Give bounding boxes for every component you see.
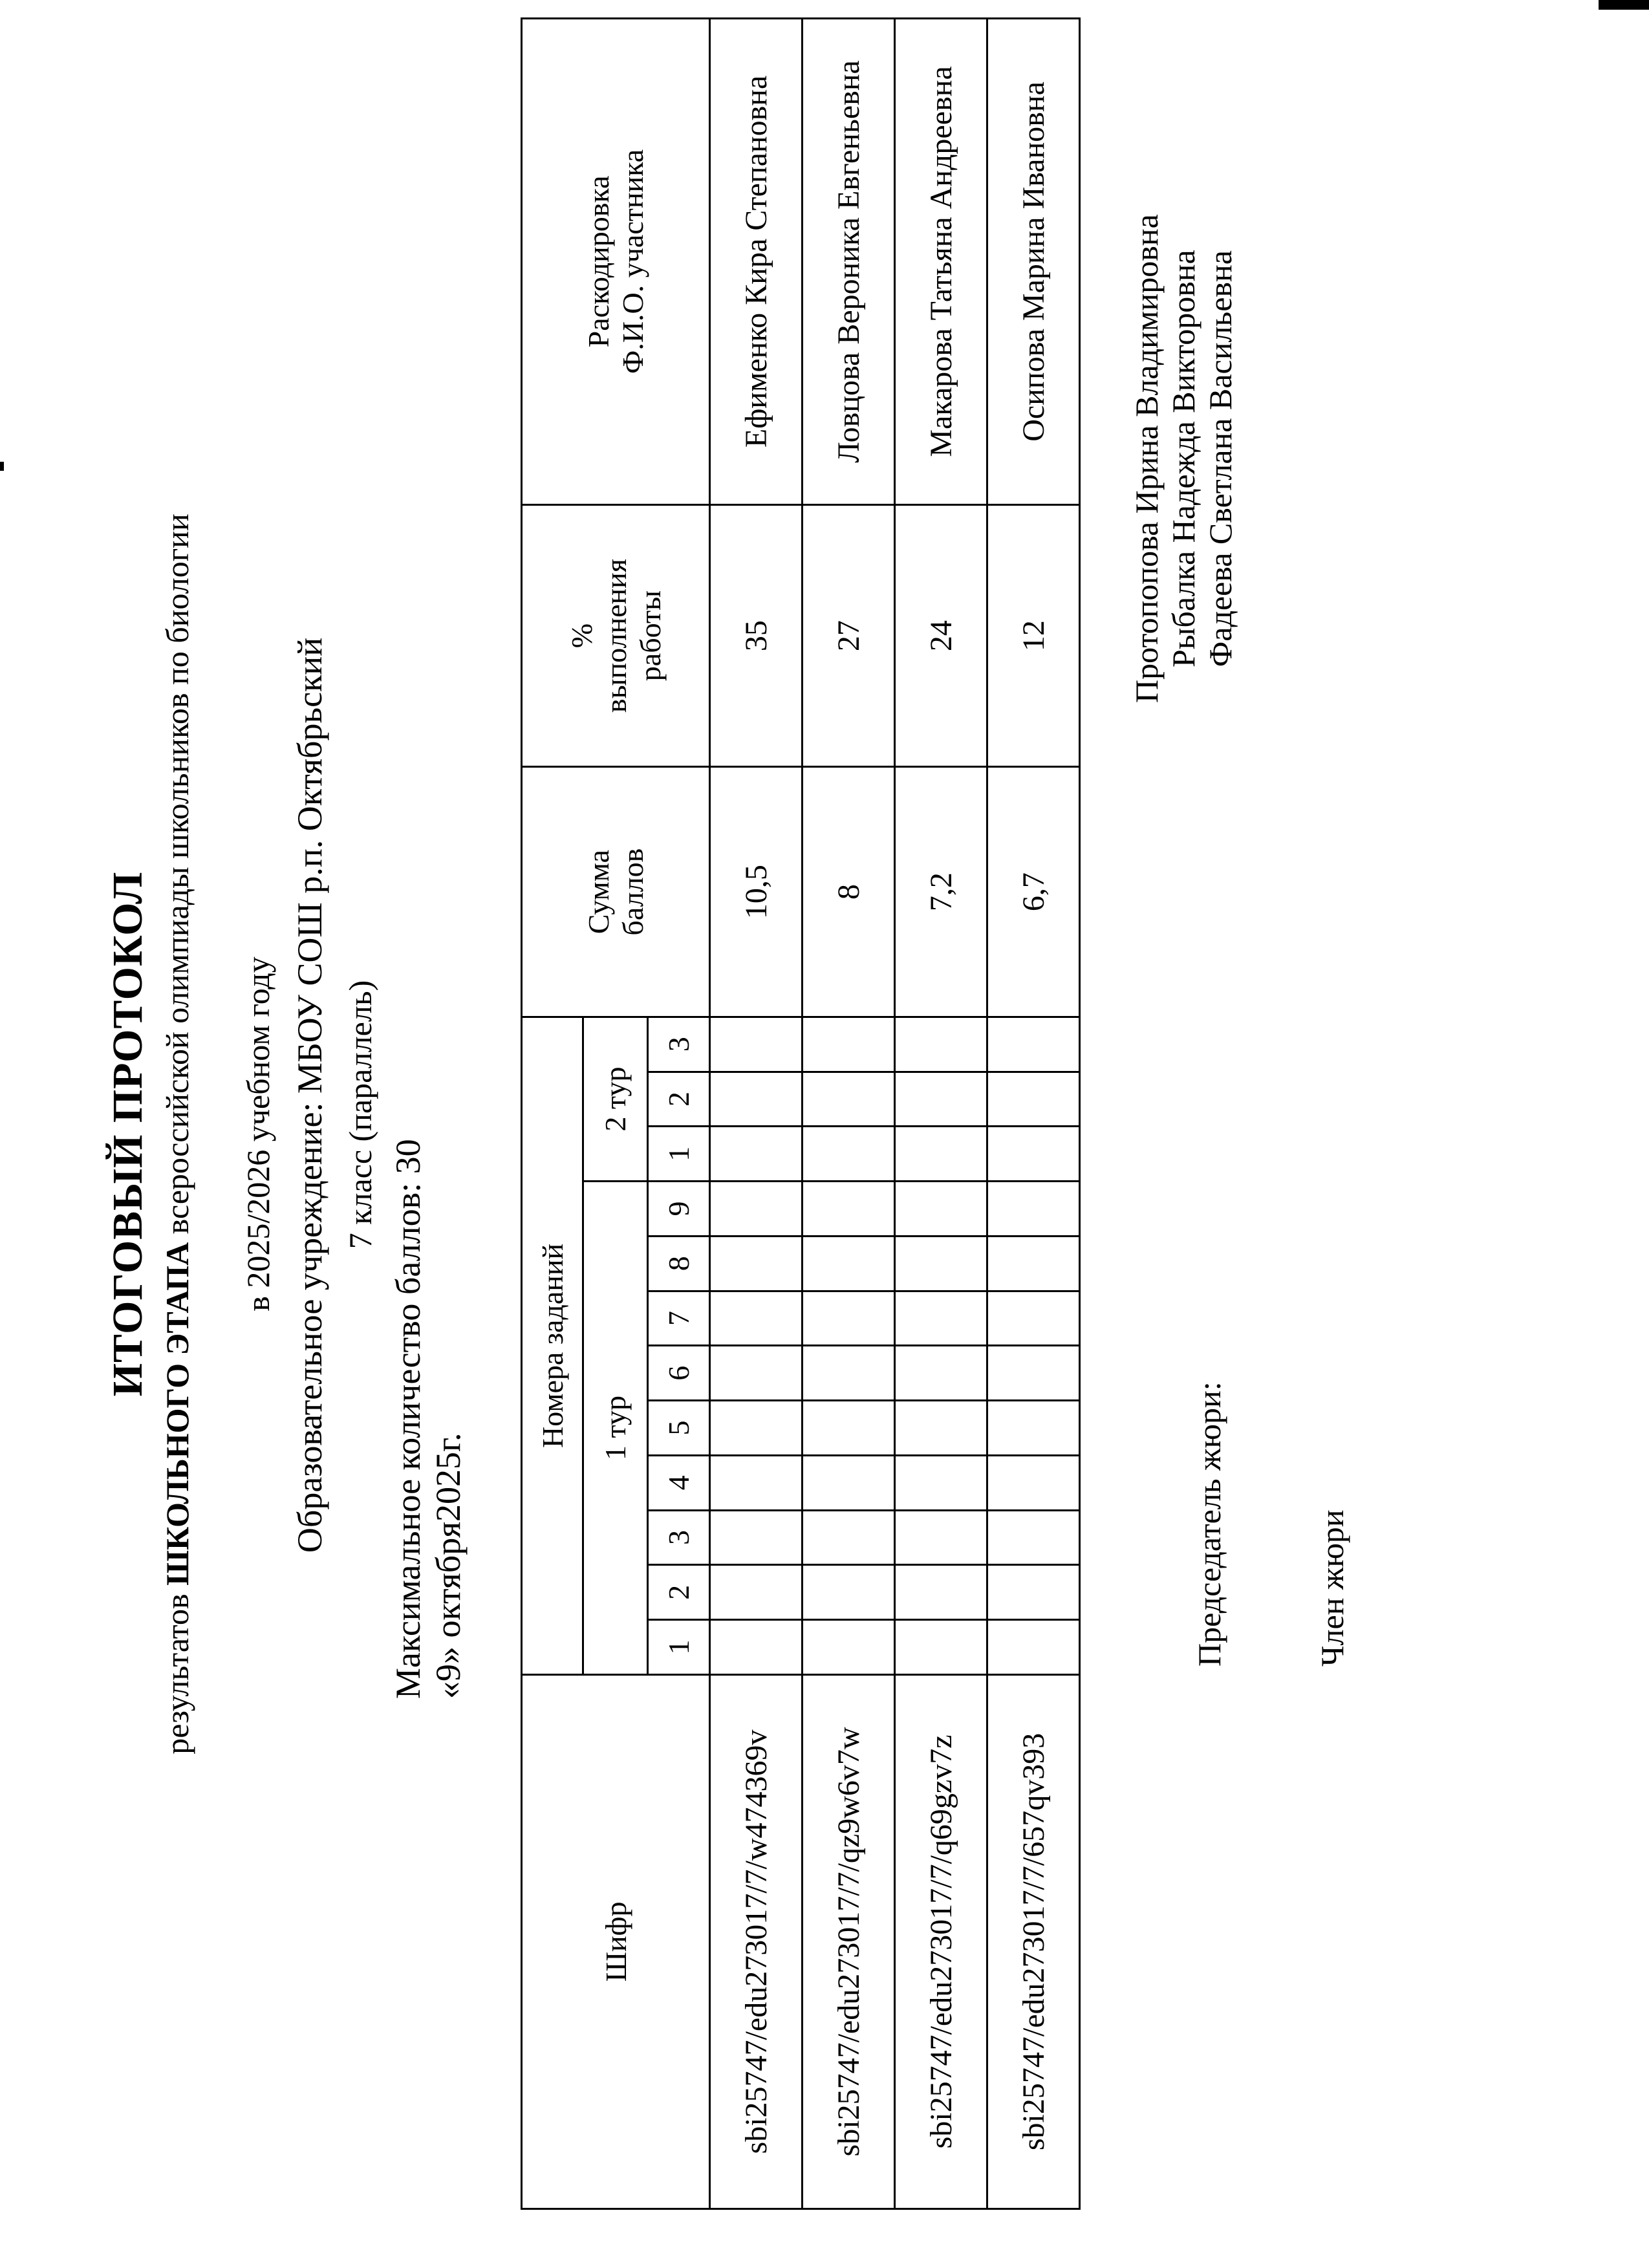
- table-row: [987, 19, 1080, 2209]
- task-number: 4: [648, 1455, 710, 1510]
- header-sum-line2: баллов: [616, 848, 649, 936]
- task-score-cell: [987, 1510, 1080, 1565]
- participant-name-cell: Макарова Татьяна Андреевна: [895, 19, 987, 505]
- task-score-cell: [710, 1182, 803, 1237]
- percent-cell: 12: [987, 504, 1080, 767]
- task-score-cell: [895, 1236, 987, 1291]
- subtitle-suffix: всероссийской олимпиады школьников по биологии: [159, 513, 195, 1235]
- task-score-cell: [803, 1127, 895, 1182]
- task-score-cell: [987, 1017, 1080, 1072]
- jury-name: Фадеева Светлана Васильевна: [1202, 250, 1238, 667]
- task-score-cell: [895, 1401, 987, 1456]
- max-score: Максимальное количество баллов: 30: [389, 1139, 427, 1699]
- task-score-cell: [987, 1565, 1080, 1620]
- task-number: 3: [648, 1017, 710, 1072]
- header-row-1: [522, 19, 583, 2209]
- jury-name: Рыбалка Надежда Викторовна: [1165, 250, 1202, 667]
- header-pct-line3: работы: [633, 590, 667, 682]
- task-score-cell: [710, 1127, 803, 1182]
- header-task-numbers: Номера заданий: [522, 1017, 583, 1674]
- header-round-2: 2 тур: [583, 1017, 648, 1181]
- task-score-cell: [710, 1072, 803, 1127]
- sum-cell: 10,5: [710, 767, 803, 1017]
- sum-cell: 7,2: [895, 767, 987, 1017]
- academic-year: в 2025/2026 учебном году: [240, 956, 276, 1312]
- task-score-cell: [710, 1017, 803, 1072]
- max-score-block: [388, 1139, 468, 1699]
- sum-cell: 8: [803, 767, 895, 1017]
- task-score-cell: [987, 1346, 1080, 1401]
- jury-name: Протопопова Ирина Владимировна: [1128, 214, 1165, 703]
- subtitle-bold: ШКОЛЬНОГО ЭТАПА: [159, 1242, 195, 1586]
- jury-chair-label: Председатель жюри:: [1191, 1381, 1227, 1667]
- task-score-cell: [710, 1401, 803, 1456]
- task-score-cell: [895, 1346, 987, 1401]
- task-score-cell: [710, 1455, 803, 1510]
- signature-labels: [1148, 1381, 1394, 1667]
- task-score-cell: [895, 1291, 987, 1346]
- task-score-cell: [803, 1346, 895, 1401]
- header-cipher: Шифр: [522, 1674, 710, 2209]
- header-pct-line1: %: [565, 623, 598, 649]
- task-score-cell: [987, 1455, 1080, 1510]
- grade: 7 класс (параллель): [342, 980, 378, 1249]
- task-score-cell: [895, 1127, 987, 1182]
- task-number: 8: [648, 1236, 710, 1291]
- task-score-cell: [803, 1401, 895, 1456]
- protocol-date: «9» октября2025г.: [429, 1432, 468, 1699]
- header-name-line1: Раскодировка: [582, 175, 615, 348]
- task-score-cell: [803, 1072, 895, 1127]
- task-score-cell: [803, 1620, 895, 1675]
- task-score-cell: [895, 1455, 987, 1510]
- header-sum: [522, 767, 710, 1017]
- task-score-cell: [987, 1127, 1080, 1182]
- task-score-cell: [803, 1236, 895, 1291]
- task-number: 1: [648, 1127, 710, 1182]
- task-score-cell: [987, 1182, 1080, 1237]
- task-score-cell: [803, 1291, 895, 1346]
- task-score-cell: [710, 1510, 803, 1565]
- cipher-cell: sbi25747/edu273017/7/657qv393: [987, 1674, 1080, 2209]
- task-score-cell: [987, 1072, 1080, 1127]
- header-round-1: 1 тур: [583, 1182, 648, 1675]
- task-score-cell: [895, 1620, 987, 1675]
- jury-names: [1128, 214, 1239, 703]
- task-number: 6: [648, 1346, 710, 1401]
- task-score-cell: [803, 1510, 895, 1565]
- task-score-cell: [803, 1017, 895, 1072]
- task-score-cell: [710, 1346, 803, 1401]
- task-score-cell: [987, 1401, 1080, 1456]
- task-number: 2: [648, 1072, 710, 1127]
- task-number: 5: [648, 1401, 710, 1456]
- results-body: [710, 19, 1080, 2209]
- jury-member-label: Член жюри: [1314, 1509, 1350, 1667]
- task-score-cell: [710, 1291, 803, 1346]
- task-score-cell: [895, 1182, 987, 1237]
- task-number: 9: [648, 1182, 710, 1237]
- task-score-cell: [710, 1236, 803, 1291]
- percent-cell: 24: [895, 504, 987, 767]
- header-pct-line2: выполнения: [599, 559, 632, 713]
- task-score-cell: [987, 1291, 1080, 1346]
- table-row: [710, 19, 803, 2209]
- task-score-cell: [803, 1565, 895, 1620]
- institution: Образовательное учреждение: МБОУ СОШ р.п. Октябрьский: [290, 637, 329, 1553]
- task-number: 3: [648, 1510, 710, 1565]
- task-score-cell: [895, 1072, 987, 1127]
- task-score-cell: [710, 1620, 803, 1675]
- participant-name-cell: Ефименко Кира Степановна: [710, 19, 803, 505]
- document-subtitle: [158, 0, 196, 2268]
- cipher-cell: sbi25747/edu273017/7/qz9w6v7w: [803, 1674, 895, 2209]
- table-row: [895, 19, 987, 2209]
- results-table: [521, 17, 1081, 2210]
- task-score-cell: [895, 1510, 987, 1565]
- subtitle-prefix: результатов: [159, 1593, 195, 1755]
- task-score-cell: [895, 1565, 987, 1620]
- header-percent: [522, 504, 710, 767]
- task-score-cell: [803, 1455, 895, 1510]
- header-sum-line1: Сумма: [582, 850, 615, 934]
- header-participant-name: [522, 19, 710, 505]
- cipher-cell: sbi25747/edu273017/7/w474369v: [710, 1674, 803, 2209]
- percent-cell: 35: [710, 504, 803, 767]
- task-score-cell: [987, 1236, 1080, 1291]
- table-row: [803, 19, 895, 2209]
- participant-name-cell: Ловцова Вероника Евгеньевна: [803, 19, 895, 505]
- task-number: 1: [648, 1620, 710, 1675]
- task-score-cell: [710, 1565, 803, 1620]
- header-name-line2: Ф.И.О. участника: [616, 149, 649, 374]
- cipher-cell: sbi25747/edu273017/7/q69gzv7z: [895, 1674, 987, 2209]
- percent-cell: 27: [803, 504, 895, 767]
- participant-name-cell: Осипова Марина Ивановна: [987, 19, 1080, 505]
- task-score-cell: [803, 1182, 895, 1237]
- task-score-cell: [987, 1620, 1080, 1675]
- document-title: ИТОГОВЫЙ ПРОТОКОЛ: [104, 871, 151, 1397]
- task-score-cell: [895, 1017, 987, 1072]
- sum-cell: 6,7: [987, 767, 1080, 1017]
- task-number: 7: [648, 1291, 710, 1346]
- task-number: 2: [648, 1565, 710, 1620]
